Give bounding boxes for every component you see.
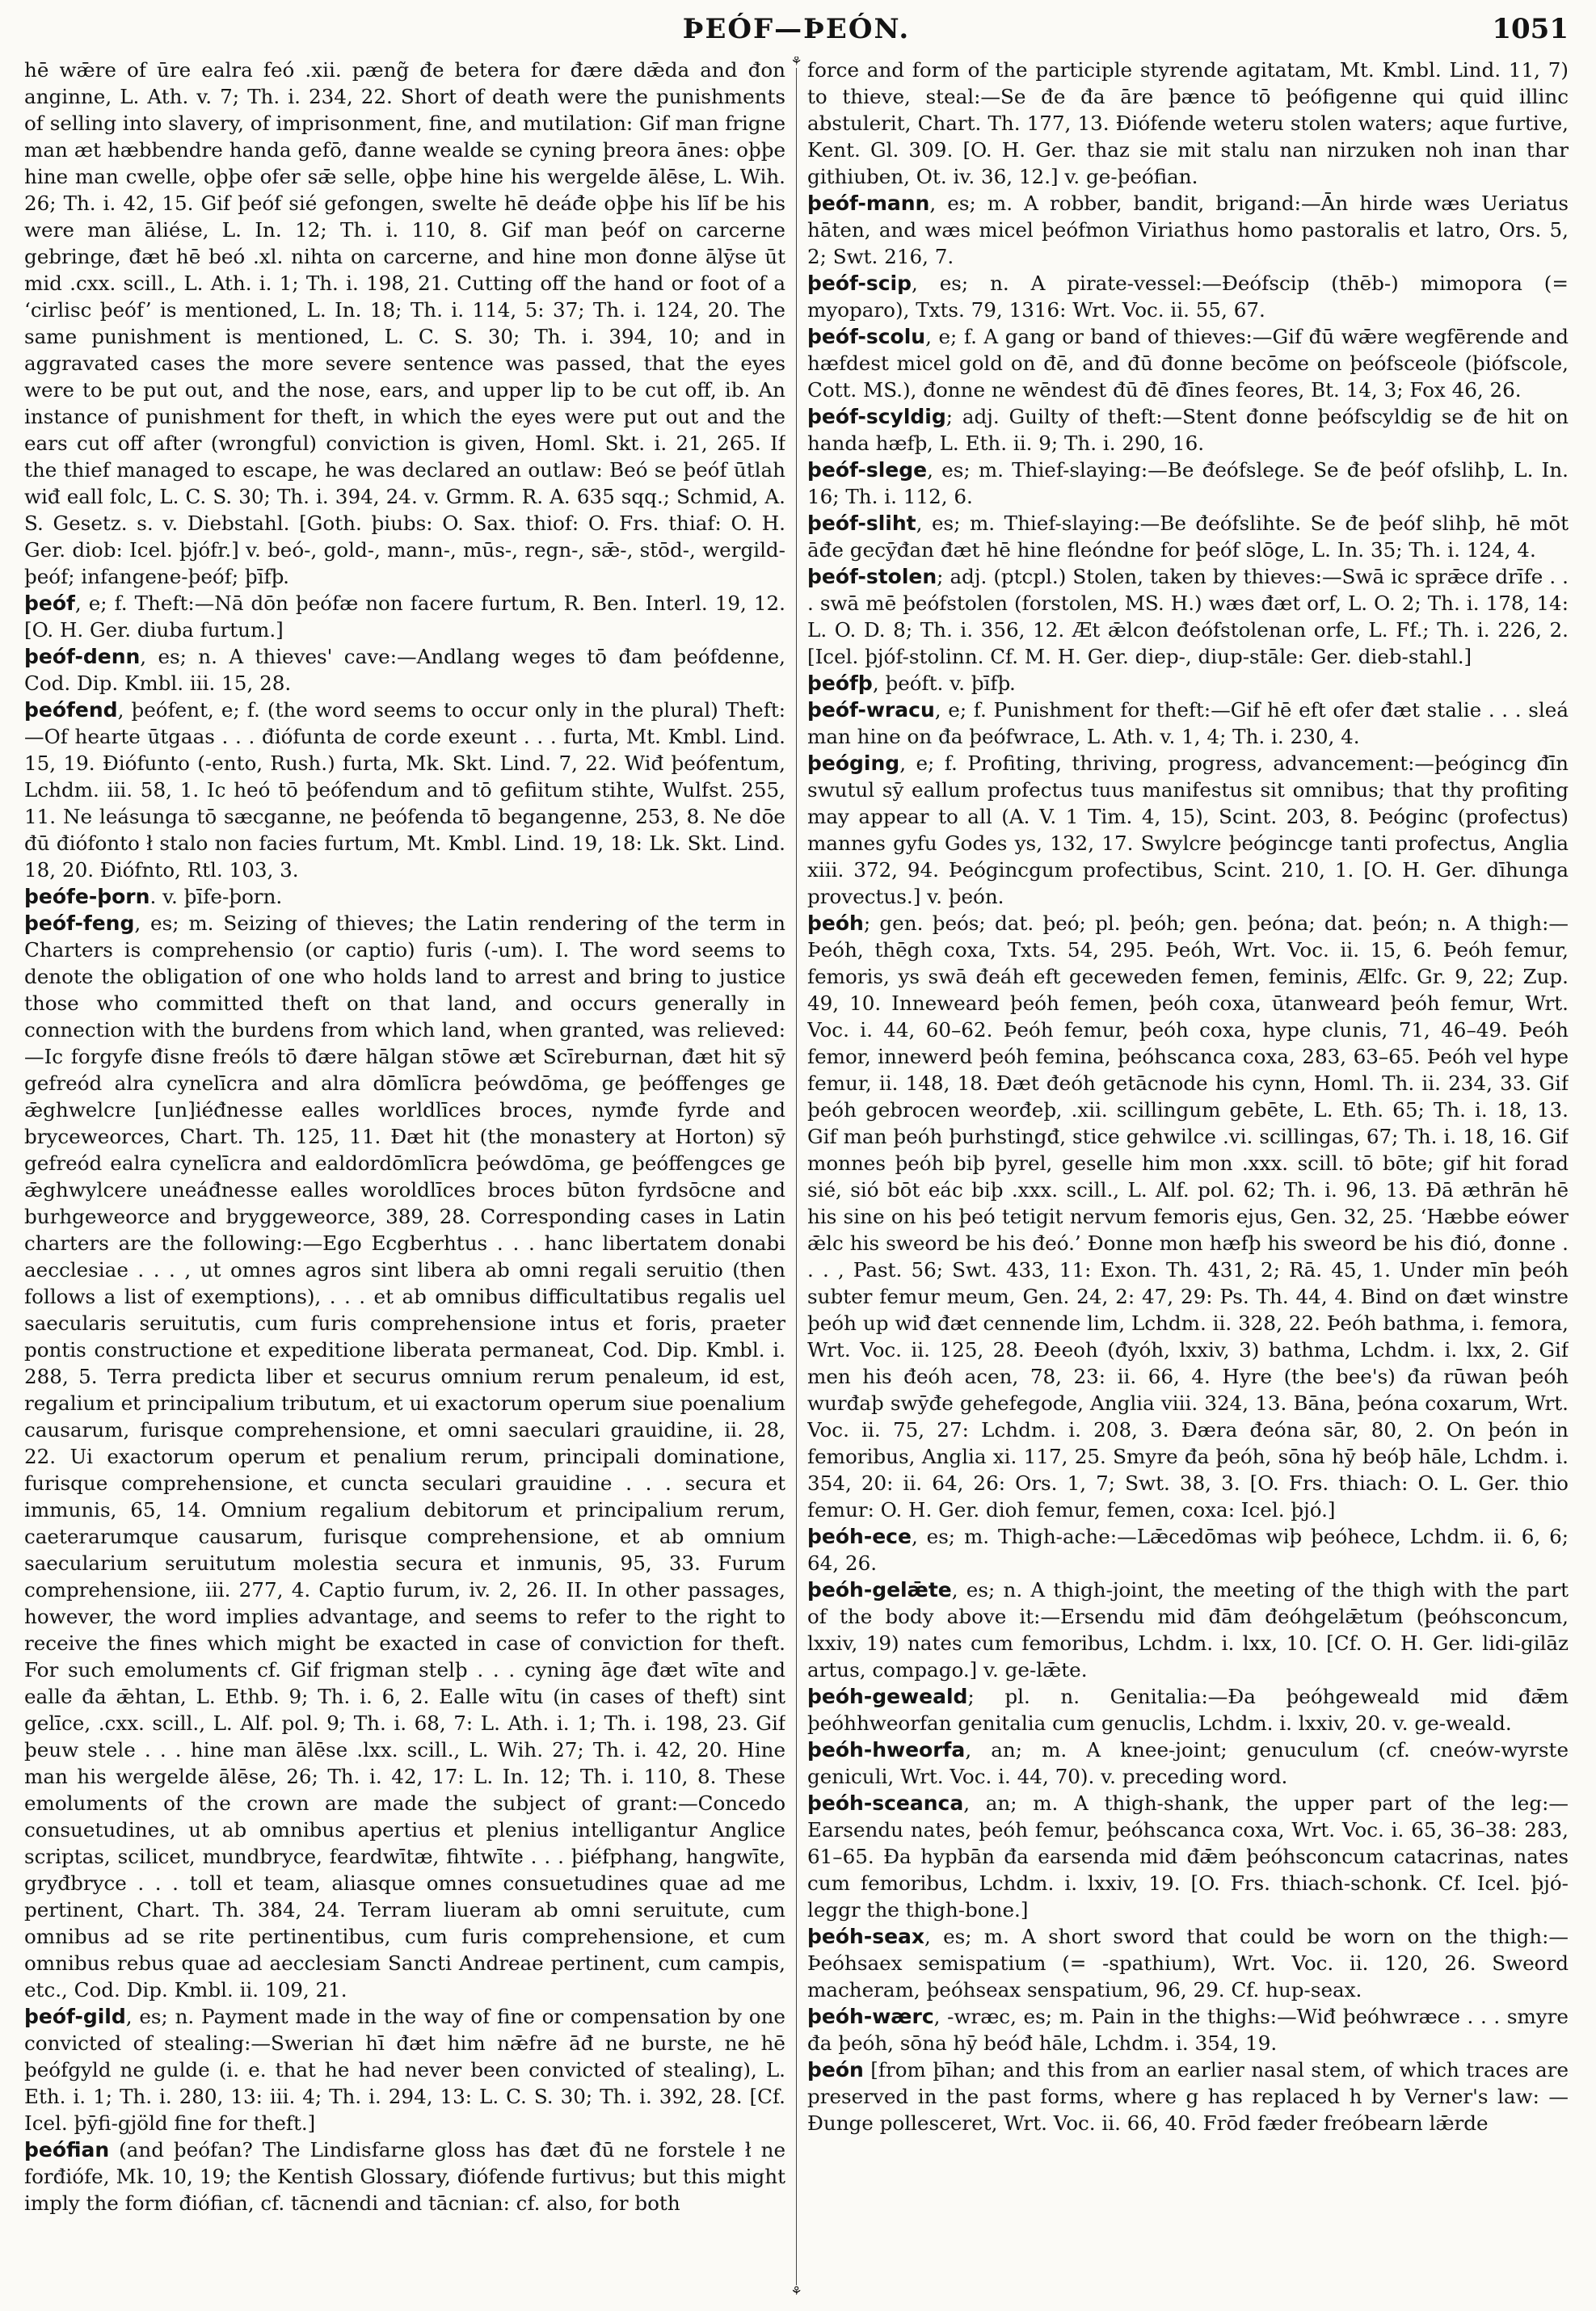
entry-headword: þeóf-feng: [24, 911, 135, 935]
entry-headword: þeóh-geweald: [807, 1685, 968, 1708]
entry-headword: þeóging: [807, 751, 900, 775]
entry-text: , es; m. Thief-slaying:—Be đeófslihte. Se đe þeóf slihþ, hē mōt āđe gecȳđan đæt hē hine fleóndne for þeóf slōge, L. In. 35; Th. i. 124, 4.: [807, 511, 1569, 562]
entry-headword: þeófian: [24, 2138, 110, 2162]
entry-text: , e; f. Theft:—Nā dōn þeófæ non facere furtum, R. Ben. Interl. 19, 12. [O. H. Ger. diuba furtum.]: [24, 591, 785, 642]
entry-headword: þeófend: [24, 698, 118, 722]
right-column: [807, 57, 1569, 2295]
dictionary-entry: [807, 2003, 1569, 2056]
entry-headword: þeóf-scip: [807, 272, 912, 295]
column-rule: [790, 57, 802, 2295]
dictionary-entry: [24, 2003, 785, 2136]
entry-headword: þeóf-scyldig: [807, 405, 946, 428]
entry-headword: þeófþ: [807, 671, 873, 695]
entry-text: , -wræc, es; m. Pain in the thighs:—Wiđ þeóhwræce . . . smyre đa þeóh, sōna hȳ beóđ hāle, Lchdm. i. 354, 19.: [807, 2005, 1569, 2055]
entry-text: , an; m. A thigh-shank, the upper part of the leg:—Earsendu nates, þeóh femur, þeóhscanca coxa, Wrt. Voc. i. 65, 36–38: 283, 61–65. Đa hypbān đa earsenda mid đǣm þeóhsconcum catacrinas, nates cum femoribus, Lchdm. i. lxxiv, 19. [O. Frs. thiach-schonk. Cf. Icel. þjó-leggr the thigh-bone.]: [807, 1791, 1569, 1922]
entry-headword: þeóh-sceanca: [807, 1791, 964, 1815]
entry-headword: þeóh: [807, 911, 864, 935]
entry-headword: þeóh-hweorfa: [807, 1738, 966, 1762]
entry-text: (and þeófan? The Lindisfarne gloss has đæt đū ne forstele ł ne forđiófe, Mk. 10, 19; the Kentish Glossary, điófende furtivus; but this might imply the form điófian, cf. tācnendi and tācnian: cf. also, for both: [24, 2138, 785, 2215]
entry-text: ; adj. (ptcpl.) Stolen, taken by thieves:—Swā ic sprǣce drīfe . . . swā mē þeófstolen (forstolen, MS. H.) wæs đæt orf, L. O. 2; Th. i. 178, 14: L. O. D. 8; Th. i. 356, 12. Æt ǣlcon đeófstolenan orfe, L. Ff.; Th. i. 226, 2. [Icel. þjóf-stolinn. Cf. M. H. Ger. diep-, diup-stāle: Ger. dieb-stahl.]: [807, 565, 1569, 668]
entry-text: , es; n. Payment made in the way of fine or compensation by one convicted of stealing:—Swerian hī đæt him nǣfre āđ ne burste, ne hē þeófgyld ne gulde (i. e. that he had never been convicted of stealing), L. Eth. i. 1; Th. i. 280, 13: iii. 4; Th. i. 294, 13: L. C. S. 30; Th. i. 392, 28. [Cf. Icel. þȳfi-gjöld fine for theft.]: [24, 2005, 785, 2135]
entry-text: , es; m. A robber, bandit, brigand:—Ān hirde wæs Ueriatus hāten, and wæs micel þeófmon Viriathus homo pastoralis et latro, Ors. 5, 2; Swt. 216, 7.: [807, 192, 1569, 268]
entry-headword: þeóf-mann: [807, 192, 930, 215]
entry-headword: þeóh-ece: [807, 1525, 912, 1548]
dictionary-entry: [807, 510, 1569, 563]
entry-text: , es; n. A thieves' cave:—Andlang weges tō đam þeófdenne, Cod. Dip. Kmbl. iii. 15, 28.: [24, 645, 785, 695]
dictionary-entry: [807, 1523, 1569, 1576]
dictionary-entry: [24, 883, 785, 910]
dictionary-entry: [807, 2056, 1569, 2136]
entry-text: force and form of the participle styrende agitatam, Mt. Kmbl. Lind. 11, 7) to thieve, steal:—Se đe đa āre þænce tō þeófigenne qui quid illinc abstulerit, Chart. Th. 177, 13. Điófende weteru stolen waters; aque furtive, Kent. Gl. 309. [O. H. Ger. thaz sie mit stalu nan nirzuken noh inan thar githiuben, Ot. iv. 36, 12.] v. ge-þeófian.: [807, 58, 1569, 188]
entry-text: ; adj. Guilty of theft:—Stent đonne þeófscyldig se đe hit on handa hæfþ, L. Eth. ii. 9; Th. i. 290, 16.: [807, 405, 1569, 455]
entry-text: , þeóft. v. þīfþ.: [872, 671, 1016, 695]
entry-text: hē wǣre of ūre ealra feó .xii. pæng̃ đe betera for đære dǣda and đon anginne, L. Ath. v. 7; Th. i. 234, 22. Short of death were the punishments of selling into slavery, of imprisonment, fine, and mutilation: Gif man frigne man æt hæbbendre handa gefō, đanne wealde se cyning þreora ānes: oþþe hine man cwelle, oþþe ofer sǣ selle, oþþe hine his wergelde ālēse, L. Wih. 26; Th. i. 42, 15. Gif þeóf sié gefongen, swelte hē deáđe oþþe his līf be his were man āliése, L. In. 12; Th. i. 110, 8. Gif man þeóf on carcerne gebringe, đæt hē beó .xl. nihta on carcerne, and hine mon đonne ālȳse ūt mid .cxx. scill., L. Ath. i. 1; Th. i. 198, 21. Cutting off the hand or foot of a ‘cirlisc þeóf’ is mentioned, L. In. 18; Th. i. 114, 5: 37; Th. i. 124, 20. The same punishment is mentioned, L. C. S. 30; Th. i. 394, 10; and in aggravated cases the more severe sentence was passed, that the eyes were to be put out, and the nose, ears, and upper lip to be cut off, ib. An instance of punishment for theft, in which the eyes were put out and the ears cut off after (wrongful) conviction is given, Homl. Skt. i. 21, 265. If the thief managed to escape, he was declared an outlaw: Beó se þeóf ūtlah wiđ eall folc, L. C. S. 30; Th. i. 394, 24. v. Grmm. R. A. 635 sqq.; Schmid, A. S. Gesetz. s. v. Diebstahl. [Goth. þiubs: O. Sax. thiof: O. Frs. thiaf: O. H. Ger. diob: Icel. þjófr.] v. beó-, gold-, mann-, mūs-, regn-, sǣ-, stōd-, wergild-þeóf; infangene-þeóf; þīfþ.: [24, 58, 785, 588]
entry-headword: þeóf-denn: [24, 645, 141, 668]
entry-headword: þeóh-gelǣte: [807, 1578, 952, 1602]
entry-headword: þeóf-scolu: [807, 325, 926, 348]
dictionary-entry: [807, 270, 1569, 323]
entry-text: , es; m. Thief-slaying:—Be đeófslege. Se đe þeóf ofslihþ, L. In. 16; Th. i. 112, 6.: [807, 458, 1569, 508]
entry-text: , e; f. Profiting, thriving, progress, advancement:—þeógincg đīn swutul sȳ eallum profectus tuus manifestus sit omnibus; that thy profiting may appear to all (A. V. 1 Tim. 4, 15), Scint. 203, 8. Þeóginc (profectus) mannes gyfu Godes ys, 132, 17. Swylcre þeógincge tanti profectus, Anglia xiii. 372, 94. Þeógincgum profectibus, Scint. 210, 1. [O. H. Ger. dīhunga provectus.] v. þeón.: [807, 751, 1569, 908]
entry-text: [from þīhan; and this from an earlier nasal stem, of which traces are preserved in the past forms, where g has replaced h by Verner's law: —Đunge pollesceret, Wrt. Voc. ii. 66, 40. Frōd fæder freóbearn lǣrde: [807, 2058, 1569, 2135]
dictionary-entry: [24, 910, 785, 2003]
entry-text: , an; m. A knee-joint; genuculum (cf. cneów-wyrste geniculi, Wrt. Voc. i. 44, 70). v. preceding word.: [807, 1738, 1569, 1788]
dictionary-entry: [807, 1576, 1569, 1683]
page-number: 1051: [1492, 13, 1569, 45]
dictionary-entry: [807, 403, 1569, 457]
dictionary-entry: [807, 457, 1569, 510]
dictionary-entry: [24, 2136, 785, 2216]
rule-ornament-top: ⚘: [790, 57, 802, 69]
entry-continuation: [24, 57, 785, 590]
dictionary-columns: [24, 57, 1569, 2295]
entry-headword: þeóf-stolen: [807, 565, 937, 588]
rule-ornament-bottom: ⚘: [790, 2285, 802, 2295]
dictionary-entry: [807, 323, 1569, 403]
entry-headword: þeóh-seax: [807, 1925, 925, 1948]
dictionary-entry: [24, 590, 785, 643]
dictionary-entry: [807, 1736, 1569, 1790]
entry-text: , es; m. Seizing of thieves; the Latin rendering of the term in Charters is comprehensio (or captio) furis (-um). I. The word seems to denote the obligation of one who holds land to arrest and bring to justice those who committed theft on that land, and occurs generally in connection with the burdens from which land, when granted, was relieved:—Ic forgyfe đisne freóls tō đære hālgan stōwe æt Scīreburnan, đæt hit sȳ gefreód alra cynelīcra and alra dōmlīcra þeówdōma, ge þeóffenges ge ǣghwelcre [un]iéđnesse ealles worldlīces broces, nymđe fyrde and bryceweorces, Chart. Th. 125, 11. Đæt hit (the monastery at Horton) sȳ gefreód ealra cynelīcra and ealdordōmlīcra þeówdōma, ge þeóffengces ge ǣghwylcere uneáđnesse ealles woroldlīces broces būton fyrdsōcne and burhgeweorce and bryggeweorce, 389, 28. Corresponding cases in Latin charters are the following:—Ego Ecgberhtus . . . hanc libertatem donabi aecclesiae . . . , ut omnes agros sint libera ab omni regali seruitio (then follows a list of exemptions), . . . et ab omnibus difficultatibus regalis uel saecularis seruitutis, cum furis comprehensione intus et foris, praeter pontis constructione et expeditione liberata permaneat, Cod. Dip. Kmbl. i. 288, 5. Terra predicta liber et securus omnium rerum penaleum, id est, regalium et principalium tributum, et ui exactorum operum siue poenalium causarum, furisque comprehensione, et omni saeculari grauidine, ii. 28, 22. Ui exactorum operum et penalium rerum, principali dominatione, furisque comprehensione, et cuncta seculari grauidine . . . secura et immunis, 65, 14. Omnium regalium debitorum et principalium rerum, caeterarumque causarum, furisque comprehensione, et ab omnium saecularium seruitutum molestia secura et inmunis, 95, 33. Furum comprehensione, iii. 277, 4. Captio furum, iv. 2, 26. II. In other passages, however, the word implies advantage, and seems to refer to the right to receive the fines which might be exacted in case of conviction for theft. For such emoluments cf. Gif frigman stelþ . . . cyning āge đæt wīte and ealle đa ǣhtan, L. Ethb. 9; Th. i. 6, 2. Ealle wītu (in cases of theft) sint gelīce, .cxx. scill., L. Alf. pol. 9; Th. i. 68, 7: L. Ath. i. 1; Th. i. 198, 23. Gif þeuw stele . . . hine man ālēse .lxx. scill., L. Wih. 27; Th. i. 42, 20. Hine man his wergelde ālēse, 26; Th. i. 42, 17: L. In. 12; Th. i. 110, 8. These emoluments of the crown are made the subject of grant:—Concedo consuetudines, ut ab omnibus apertius et plenius intelligantur Anglice scriptas, scilicet, mundbryce, feardwītæ, fihtwīte . . . þiéfphang, hangwīte, gryđbryce . . . toll et team, aliasque omnes consuetudines quae ad me pertinent, Chart. Th. 384, 24. Terram liueram ab omni seruitute, cum omnibus ad se rite pertinentibus, cum furis comprehensione, et cum omnibus rebus quae ad aecclesiam Sancti Andreae pertinent, cum campis, etc., Cod. Dip. Kmbl. ii. 109, 21.: [24, 911, 785, 2002]
entry-text: , þeófent, e; f. (the word seems to occur only in the plural) Theft:—Of hearte ūtgaas . . . điófunta de corde exeunt . . . furta, Mt. Kmbl. Lind. 15, 19. Điófunto (-ento, Rush.) furta, Mk. Skt. Lind. 7, 22. Wiđ þeófentum, Lchdm. iii. 58, 1. Ic heó tō þeófendum and tō gefiitum stihte, Wulfst. 255, 11. Ne leásunga tō sæcganne, ne þeófenda tō begangenne, 253, 8. Ne dōe đū điófonto ł stalo non facies furtum, Mt. Kmbl. Lind. 19, 18: Lk. Skt. Lind. 18, 20. Điófnto, Rtl. 103, 3.: [24, 698, 785, 882]
page-header: [24, 8, 1569, 53]
entry-headword: þeóf-wracu: [807, 698, 935, 722]
left-column: [24, 57, 785, 2295]
dictionary-entry: [807, 190, 1569, 270]
entry-headword: þeóh-wærc: [807, 2005, 934, 2028]
dictionary-entry: [807, 563, 1569, 670]
entry-continuation: [807, 57, 1569, 190]
entry-headword: þeóf-gild: [24, 2005, 126, 2028]
entry-text: ; pl. n. Genitalia:—Đa þeóhgeweald mid đǣm þeóhhweorfan genitalia cum genuclis, Lchdm. i. lxxiv, 20. v. ge-weald.: [807, 1685, 1569, 1735]
entry-headword: þeóf-sliht: [807, 511, 916, 535]
dictionary-entry: [807, 910, 1569, 1523]
running-head: ÞEÓF—ÞEÓN.: [682, 13, 911, 45]
entry-headword: þeón: [807, 2058, 864, 2082]
dictionary-entry: [24, 697, 785, 883]
entry-text: , e; f. A gang or band of thieves:—Gif đū wǣre wegfērende and hæfdest micel gold on đē, and đū đonne becōme on þeófsceole (þiófscole, Cott. MS.), đonne ne wēndest đū đē đīnes feores, Bt. 14, 3; Fox 46, 26.: [807, 325, 1569, 402]
dictionary-entry: [807, 1923, 1569, 2003]
entry-text: , es; n. A thigh-joint, the meeting of the thigh with the part of the body above it:—Ersendu mid đām đeóhgelǣtum (þeóhsconcum, lxxiv, 19) nates cum femoribus, Lchdm. i. lxx, 10. [Cf. O. H. Ger. lidi-gilāz artus, compago.] v. ge-lǣte.: [807, 1578, 1569, 1682]
dictionary-entry: [807, 670, 1569, 697]
dictionary-entry: [807, 697, 1569, 750]
entry-text: , es; m. Thigh-ache:—Lǣcedōmas wiþ þeóhece, Lchdm. ii. 6, 6; 64, 26.: [807, 1525, 1569, 1575]
entry-text: ; gen. þeós; dat. þeó; pl. þeóh; gen. þeóna; dat. þeón; n. A thigh:—Þeóh, thēgh coxa, Txts. 54, 295. Þeóh, Wrt. Voc. ii. 15, 6. Þeóh femur, femoris, ys swā đeáh eft geceweden femen, feminis, Ælfc. Gr. 9, 22; Zup. 49, 10. Inneweard þeóh femen, þeóh coxa, ūtanweard þeóh femur, Wrt. Voc. i. 44, 60–62. Þeóh femur, þeóh coxa, hype clunis, 71, 46–49. Þeóh femor, innewerd þeóh femina, þeóhscanca coxa, 283, 63–65. Þeóh vel hype femur, ii. 148, 18. Đæt đeóh getācnode his cynn, Homl. Th. ii. 234, 33. Gif þeóh gebrocen weorđeþ, .xii. scillingum gebēte, L. Eth. 65; Th. i. 18, 13. Gif man þeóh þurhstingđ, stice gehwilce .vi. scillingas, 67; Th. i. 18, 16. Gif monnes þeóh biþ þyrel, geselle him mon .xxx. scill. tō bōte; gif hit forad sié, sió bōt eác biþ .xxx. scill., L. Alf. pol. 62; Th. i. 96, 13. Đā æthrān hē his sine on his þeó tetigit nervum femoris ejus, Gen. 32, 25. ‘Hæbbe eówer ǣlc his sweord be his đeó.’ Đonne mon hæfþ his sweord be his đió, đonne . . . , Past. 56; Swt. 433, 11: Exon. Th. 431, 2; Rā. 45, 1. Under mīn þeóh subter femur meum, Gen. 24, 2: 47, 29: Ps. Th. 44, 4. Bind on đæt winstre þeóh up wiđ đæt cennende lim, Lchdm. ii. 328, 22. Þeóh bathma, i. femora, Wrt. Voc. ii. 125, 28. Đeeoh (đyóh, lxxiv, 3) bathma, Lchdm. i. lxx, 2. Gif men his đeóh acen, 78, 23: ii. 66, 4. Hyre (the bee's) đa rūwan þeóh wurđaþ swȳđe gehefegode, Anglia viii. 324, 13. Bāna, þeóna coxarum, Wrt. Voc. ii. 75, 27: Lchdm. i. 208, 3. Đæra đeóna sār, 80, 2. On þeón in femoribus, Anglia xi. 117, 25. Smyre đa þeóh, sōna hȳ beóþ hāle, Lchdm. i. 354, 20: ii. 64, 26: Ors. 1, 7; Swt. 38, 3. [O. Frs. thiach: O. L. Ger. thio femur: O. H. Ger. dioh femur, femen, coxa: Icel. þjó.]: [807, 911, 1569, 1522]
entry-headword: þeófe-þorn: [24, 885, 150, 908]
dictionary-entry: [24, 643, 785, 697]
entry-text: , es; m. A short sword that could be worn on the thigh:—Þeóhsaex semispatium (= -spathium), Wrt. Voc. ii. 120, 26. Sweord macheram, þeóhseax senspatium, 96, 29. Cf. hup-seax.: [807, 1925, 1569, 2002]
dictionary-entry: [807, 1683, 1569, 1736]
dictionary-entry: [807, 1790, 1569, 1923]
entry-headword: þeóf: [24, 591, 75, 615]
entry-text: . v. þīfe-þorn.: [149, 885, 283, 908]
entry-text: , es; n. A pirate-vessel:—Đeófscip (thēb-) mimopora (= myoparo), Txts. 79, 1316: Wrt. Voc. ii. 55, 67.: [807, 272, 1569, 322]
entry-headword: þeóf-slege: [807, 458, 928, 482]
dictionary-entry: [807, 750, 1569, 910]
entry-text: , e; f. Punishment for theft:—Gif hē eft ofer đæt stalie . . . sleá man hine on đa þeófwrace, L. Ath. v. 1, 4; Th. i. 230, 4.: [807, 698, 1569, 748]
